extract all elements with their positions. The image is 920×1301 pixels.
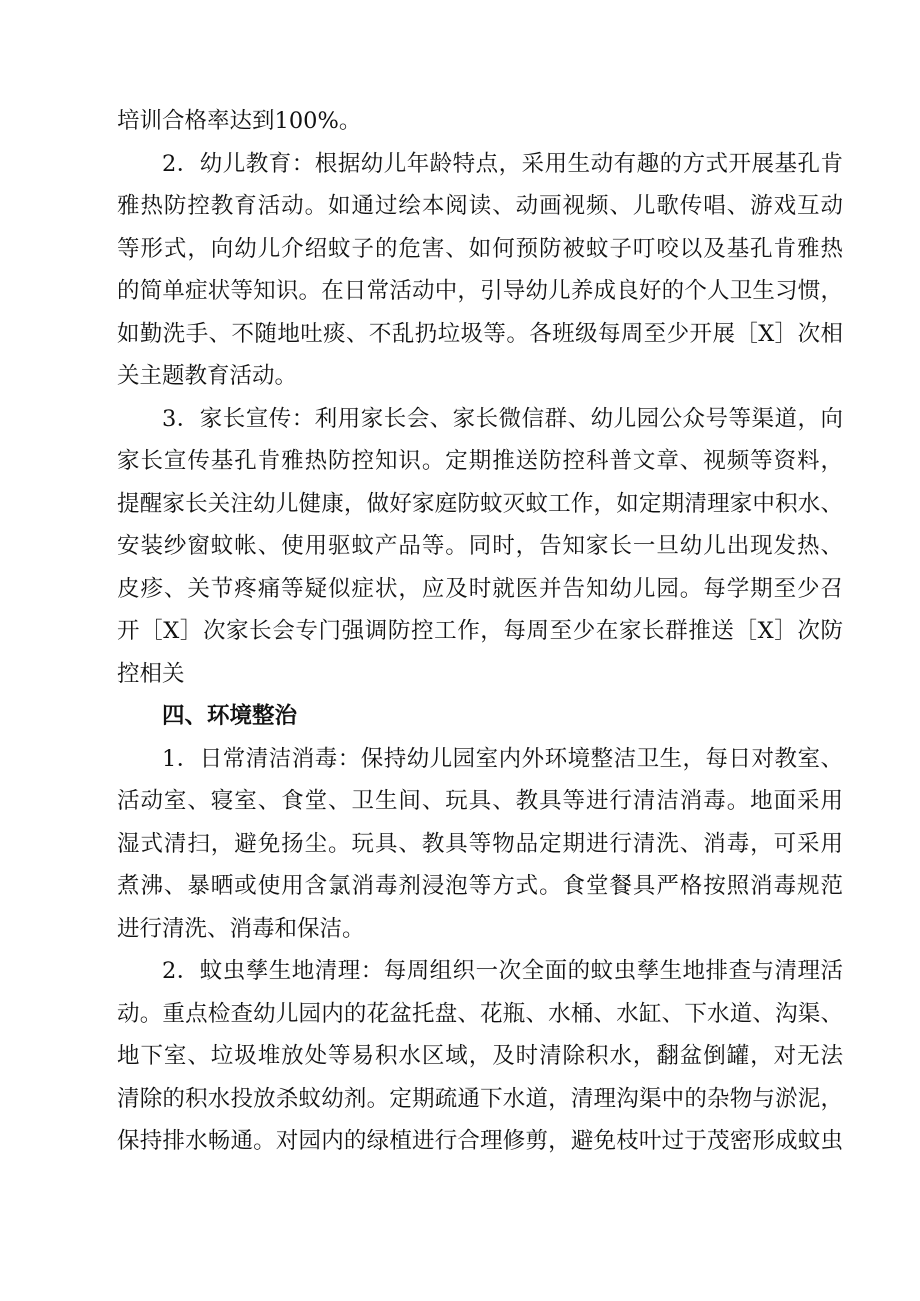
paragraph-line: 清除的积水投放杀蚊幼剂。定期疏通下水道，清理沟渠中的杂物与淤泥， [117,1085,843,1112]
paragraph-line: 2．蚊虫孳生地清理：每周组织一次全面的蚊虫孳生地排查与清理活 [162,958,843,984]
paragraph-line: 活动室、寝室、食堂、卫生间、玩具、教具等进行清洁消毒。地面采用 [117,788,843,814]
section-heading: 四、环境整治 [162,703,298,729]
document-body [117,100,843,1163]
paragraph-line: 等形式，向幼儿介绍蚊子的危害、如何预防被蚊子叮咬以及基孔肯雅热 [117,235,843,262]
paragraph-line: 提醒家长关注幼儿健康，做好家庭防蚊灭蚊工作，如定期清理家中积水、 [117,490,843,517]
paragraph-line: 2．幼儿教育：根据幼儿年龄特点，采用生动有趣的方式开展基孔肯 [162,150,843,177]
paragraph-line: 控相关 [117,660,185,687]
paragraph-line: 开［X］次家长会专门强调防控工作，每周至少在家长群推送［X］次防 [117,618,843,644]
paragraph-line: 皮疹、关节疼痛等疑似症状，应及时就医并告知幼儿园。每学期至少召 [117,575,843,602]
paragraph-line: 进行清洗、消毒和保洁。 [117,915,365,942]
paragraph-line: 雅热防控教育活动。如通过绘本阅读、动画视频、儿歌传唱、游戏互动 [117,193,843,219]
paragraph-line: 保持排水畅通。对园内的绿植进行合理修剪，避免枝叶过于茂密形成蚊虫 [117,1128,843,1154]
paragraph-line: 培训合格率达到100%。 [117,108,362,134]
paragraph-line: 1．日常清洁消毒：保持幼儿园室内外环境整洁卫生，每日对教室、 [162,745,843,772]
paragraph-line: 的简单症状等知识。在日常活动中，引导幼儿养成良好的个人卫生习惯， [117,278,843,304]
paragraph-line: 动。重点检查幼儿园内的花盆托盘、花瓶、水桶、水缸、下水道、沟渠、 [117,1000,843,1027]
paragraph-line: 地下室、垃圾堆放处等易积水区域，及时清除积水，翻盆倒罐，对无法 [117,1043,843,1069]
paragraph-line: 湿式清扫，避免扬尘。玩具、教具等物品定期进行清洗、消毒，可采用 [117,830,843,857]
paragraph-line: 煮沸、暴晒或使用含氯消毒剂浸泡等方式。食堂餐具严格按照消毒规范 [117,873,843,899]
paragraph-line: 3．家长宣传：利用家长会、家长微信群、幼儿园公众号等渠道，向 [162,405,843,432]
paragraph-line: 家长宣传基孔肯雅热防控知识。定期推送防控科普文章、视频等资料， [117,448,843,474]
paragraph-line: 关主题教育活动。 [117,363,298,389]
paragraph-line: 如勤洗手、不随地吐痰、不乱扔垃圾等。各班级每周至少开展［X］次相 [117,320,843,347]
paragraph-line: 安装纱窗蚊帐、使用驱蚊产品等。同时，告知家长一旦幼儿出现发热、 [117,533,843,559]
